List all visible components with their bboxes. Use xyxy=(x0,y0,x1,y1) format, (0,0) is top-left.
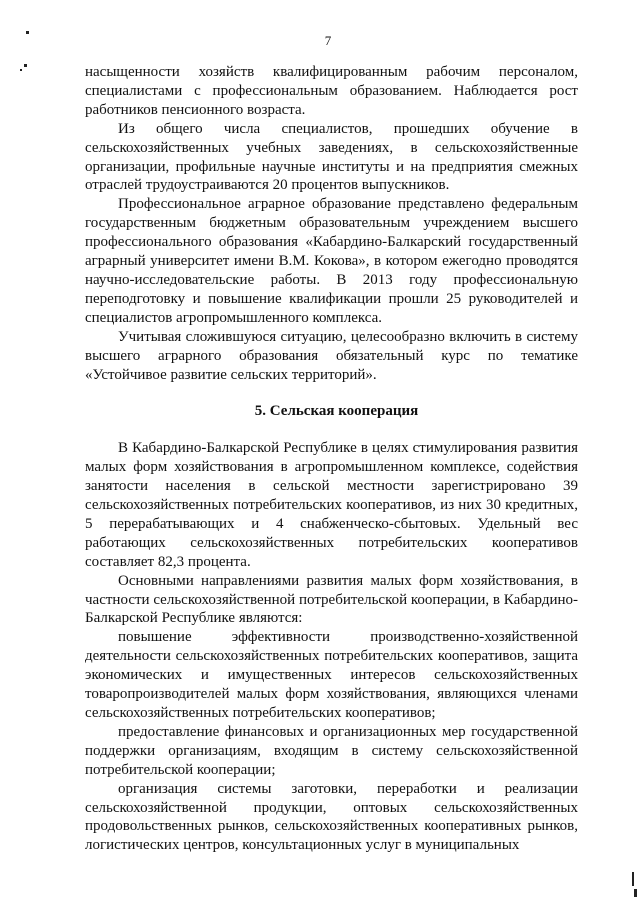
paragraph: Учитывая сложившуюся ситуацию, целесообразно включить в систему высшего аграрного образования обязательный курс по тематике «Устойчивое развитие сельских территорий». xyxy=(85,328,578,383)
scan-speck xyxy=(20,69,22,71)
page-number: 7 xyxy=(324,33,332,48)
paragraph: Из общего числа специалистов, прошедших обучение в сельскохозяйственных учебных заведениях, в сельскохозяйственные организации, профильные научные институты и на предприятия смежных отраслей трудоустраиваются 20 процентов выпускников. xyxy=(85,120,578,194)
document-body xyxy=(85,63,578,855)
list-item: предоставление финансовых и организационных мер государственной поддержки организациям, входящим в систему сельскохозяйственной потребительской кооперации; xyxy=(85,723,578,778)
paragraph: В Кабардино-Балкарской Республике в целях стимулирования развития малых форм хозяйствования в агропромышленном комплексе, содействия занятости населения в сельской местности зарегистрировано 39 сельскохозяйственных потребительских кооперативов, из них 30 кредитных, 5 перерабатывающих и 4 снабженческо-сбытовых. Удельный вес работающих сельскохозяйственных потребительских кооперативов составляет 82,3 процента. xyxy=(85,440,578,570)
section-heading: 5. Сельская кооперация xyxy=(254,403,419,420)
scan-edge-mark xyxy=(632,872,634,886)
list-item: организация системы заготовки, переработки и реализации сельскохозяйственной продукции, оптовых сельскохозяйственных продовольственных рынков, сельскохозяйственных кооперативных рынков, логистических центров, консультационных услуг в муниципальных xyxy=(85,780,578,854)
scan-edge-mark xyxy=(634,889,637,897)
paragraph: насыщенности хозяйств квалифицированным рабочим персоналом, специалистами с профессиональным образованием. Наблюдается рост работников пенсионного возраста. xyxy=(85,64,578,118)
paragraph: Основными направлениями развития малых форм хозяйствования, в частности сельскохозяйственной потребительской кооперации, в Кабардино-Балкарской Республике являются: xyxy=(85,572,578,627)
scan-speck xyxy=(24,64,27,67)
list-item: повышение эффективности производственно-хозяйственной деятельности сельскохозяйственных потребительских кооперативов, защита экономических и имущественных интересов сельскохозяйственных товаропроизводителей малых форм хозяйствования, являющихся членами сельскохозяйственных потребительских кооперативов; xyxy=(85,629,578,721)
paragraph: Профессиональное аграрное образование представлено федеральным государственным бюджетным образовательным учреждением высшего профессионального образования «Кабардино-Балкарский государственный аграрный университет имени В.М. Кокова», в котором ежегодно проводятся научно-исследовательские работы. В 2013 году профессиональную переподготовку и повышение квалификации прошли 25 руководителей и специалистов агропромышленного комплекса. xyxy=(85,196,578,326)
